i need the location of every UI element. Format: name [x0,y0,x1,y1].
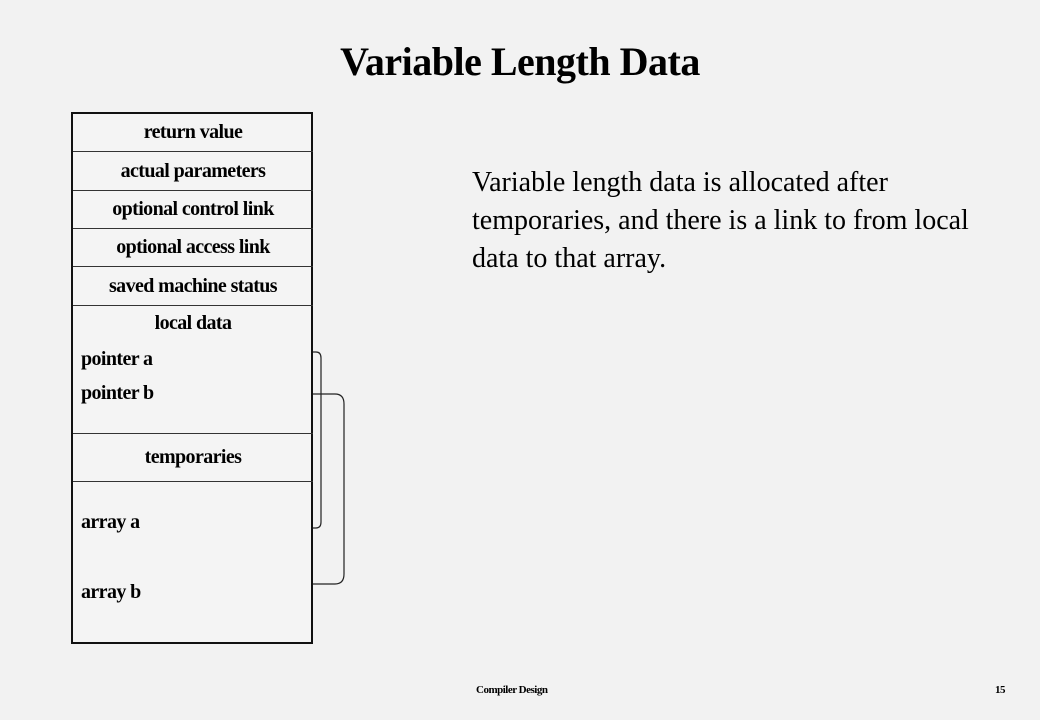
description-text: Variable length data is allocated after temporaries, and there is a link to from local data to that array. [472,167,969,274]
slide-title: Variable Length Data [340,39,700,84]
footer-course: Compiler Design [476,684,548,696]
array-a-label: array a [81,511,140,533]
pointer-a-label: pointer a [81,348,153,370]
section-access-link: optional access link [73,229,313,267]
section-control-link: optional control link [73,191,313,229]
pointer-b-label: pointer b [81,382,154,404]
section-return-value: return value [73,114,313,152]
section-saved-machine-status: saved machine status [73,267,313,306]
array-b-label: array b [81,581,141,603]
section-temporaries: temporaries [73,434,313,482]
section-actual-parameters: actual parameters [73,152,313,191]
link-pointer-a-to-array-a [313,352,321,528]
local-data-heading: local data [154,312,232,334]
footer-page-number: 15 [995,684,1005,696]
link-pointer-b-to-array-b [313,394,344,584]
